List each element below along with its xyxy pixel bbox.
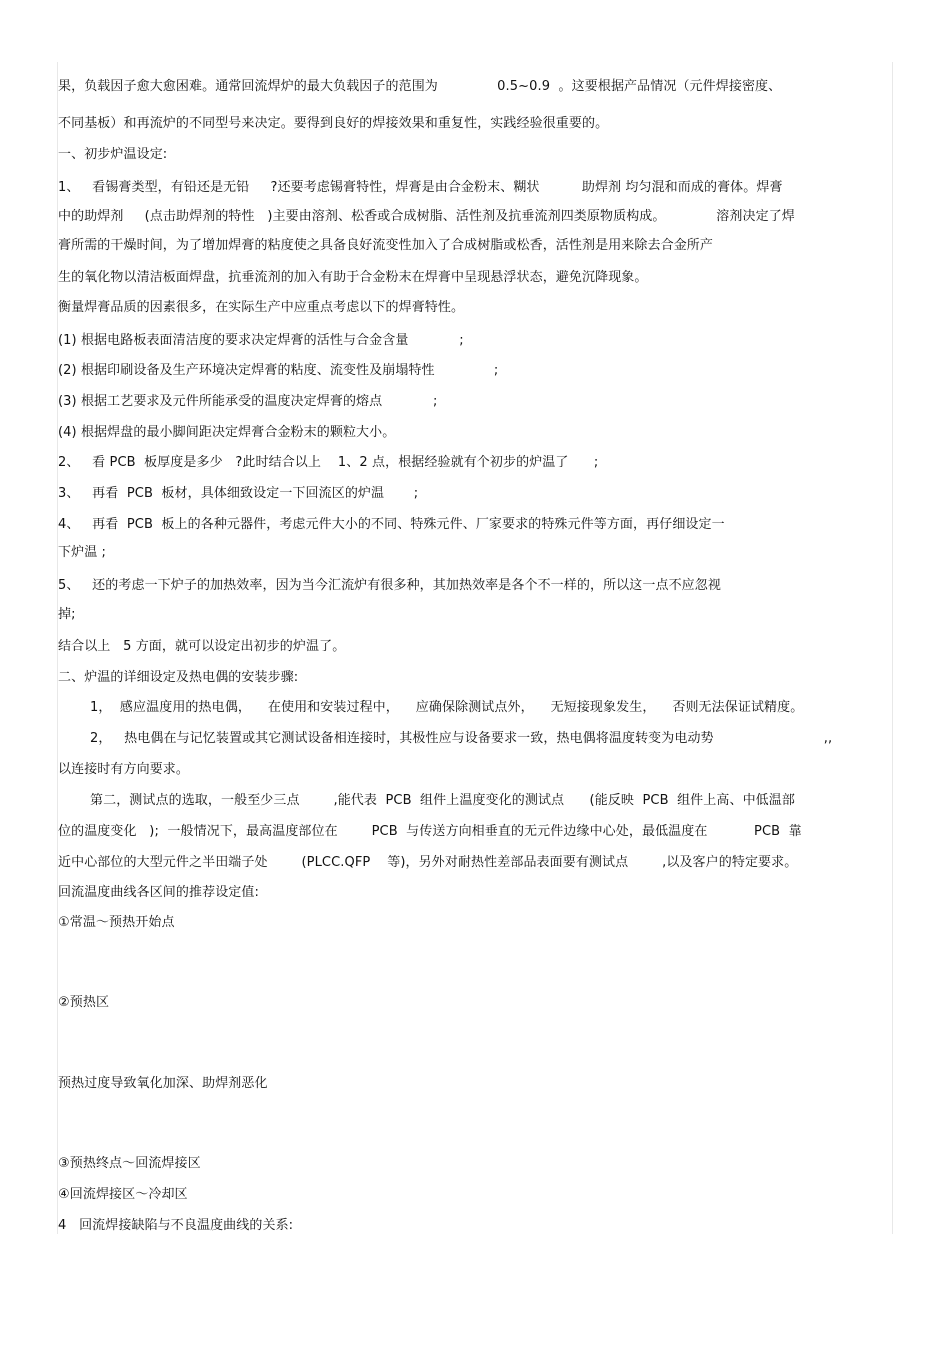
text-line: 第二，测试点的选取，一般至少三点 ,能代表 PCB 组件上温度变化的测试点 (能反映 PCB 组件上高、中低温部	[90, 793, 795, 808]
list-item: ④回流焊接区～冷却区	[58, 1187, 188, 1202]
text-line: 1， 感应温度用的热电偶， 在使用和安装过程中， 应确保除测试点外， 无短接现象发生， 否则无法保证试精度。	[90, 700, 804, 715]
text-line: 5、 还的考虑一下炉子的加热效率，因为当今汇流炉有很多种，其加热效率是各个不一样的，所以这一点不应忽视	[58, 578, 721, 593]
page-right-border	[892, 62, 893, 1234]
list-item: (1) 根据电路板表面清洁度的要求决定焊膏的活性与合金含量 ;	[58, 333, 464, 348]
list-item: (3) 根据工艺要求及元件所能承受的温度决定焊膏的熔点 ;	[58, 394, 438, 409]
text-line: 衡量焊膏品质的因素很多，在实际生产中应重点考虑以下的焊膏特性。	[58, 300, 465, 315]
text-line: 1、 看锡膏类型，有铅还是无铅 ?还要考虑锡膏特性，焊膏是由合金粉末、糊状 助焊剂 均匀混和而成的膏体。焊膏	[58, 180, 783, 195]
text-line: 位的温度变化 ); 一般情况下，最高温度部位在 PCB 与传送方向相垂直的无元件边缘中心处，最低温度在 PCB 靠	[58, 824, 802, 839]
text-line: 3、 再看 PCB 板材，具体细致设定一下回流区的炉温 ;	[58, 486, 419, 501]
text-line: 果，负载因子愈大愈困难。通常回流焊炉的最大负载因子的范围为 0.5~0.9 。这要根据产品情况（元件焊接密度、	[58, 79, 782, 94]
section-heading: 二、炉温的详细设定及热电偶的安装步骤:	[58, 670, 299, 685]
section-heading: 一、初步炉温设定:	[58, 147, 168, 162]
text-line: 不同基板）和再流炉的不同型号来决定。要得到良好的焊接效果和重复性，实践经验很重要的。	[58, 116, 609, 131]
text-line: 2、 看 PCB 板厚度是多少 ?此时结合以上 1、2 点，根据经验就有个初步的炉温了 ;	[58, 455, 599, 470]
text-line: 以连接时有方向要求。	[58, 762, 190, 777]
text-line: 2， 热电偶在与记忆装置或其它测试设备相连接时，其极性应与设备要求一致，热电偶将温度转变为电动势 ,,	[90, 731, 833, 746]
list-item: ③预热终点～回流焊接区	[58, 1156, 201, 1171]
text-line: 近中心部位的大型元件之半田端子处 (PLCC.QFP 等)，另外对耐热性差部品表面要有测试点 ,以及客户的特定要求。	[58, 855, 798, 870]
text-line: 预热过度导致氧化加深、助焊剂恶化	[58, 1076, 268, 1091]
text-line: 掉;	[58, 607, 76, 622]
list-item: (4) 根据焊盘的最小脚间距决定焊膏合金粉末的颗粒大小。	[58, 425, 396, 440]
list-item: ①常温～预热开始点	[58, 915, 175, 930]
list-item: ②预热区	[58, 995, 110, 1010]
text-line: 中的助焊剂 (点击助焊剂的特性 )主要由溶剂、松香或合成树脂、活性剂及抗垂流剂四类原物质构成。 溶剂决定了焊	[58, 209, 795, 224]
list-item: (2) 根据印刷设备及生产环境决定焊膏的粘度、流变性及崩塌特性 ;	[58, 363, 499, 378]
text-line: 结合以上 5 方面，就可以设定出初步的炉温了。	[58, 639, 346, 654]
section-heading: 4 回流焊接缺陷与不良温度曲线的关系:	[58, 1218, 294, 1233]
text-line: 下炉温 ;	[58, 545, 107, 560]
text-line: 膏所需的干燥时间，为了增加焊膏的粘度使之具备良好流变性加入了合成树脂或松香，活性剂是用来除去合金所产	[58, 238, 714, 253]
text-line: 回流温度曲线各区间的推荐设定值:	[58, 885, 259, 900]
text-line: 生的氧化物以清洁板面焊盘，抗垂流剂的加入有助于合金粉末在焊膏中呈现悬浮状态，避免沉降现象。	[58, 270, 648, 285]
text-line: 4、 再看 PCB 板上的各种元器件，考虑元件大小的不同、特殊元件、厂家要求的特殊元件等方面，再仔细设定一	[58, 517, 725, 532]
